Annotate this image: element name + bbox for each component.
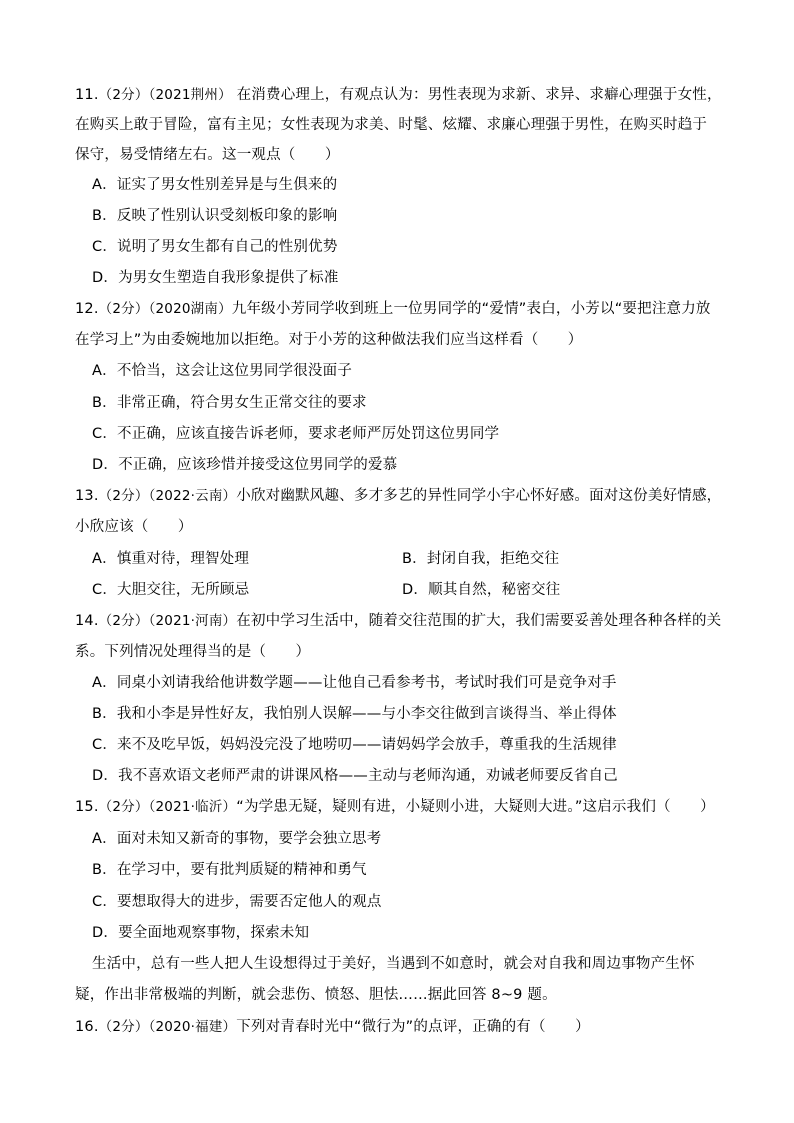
question-15-option-c: C．要想取得大的进步，需要否定他人的观点 xyxy=(92,894,382,910)
question-stem: 下列对青春时光中“微行为”的点评，正确的有（ ） xyxy=(236,1019,590,1035)
question-11-option-a: A．证实了男女性别差异是与生俱来的 xyxy=(92,177,338,193)
question-number: 12. xyxy=(75,301,99,317)
question-source: （2020湖南） xyxy=(148,301,232,317)
question-stem: “为学患无疑，疑则有进，小疑则小进，大疑则大进。”这启示我们（ ） xyxy=(236,799,715,815)
question-12-option-d: D．不正确，应该珍惜并接受这位男同学的爱慕 xyxy=(92,457,398,473)
question-score: （2分） xyxy=(98,799,149,815)
question-number: 13. xyxy=(75,488,99,504)
question-source: （2022·云南） xyxy=(148,488,237,504)
question-number: 11. xyxy=(75,87,99,103)
question-13-option-b: B．封闭自我，拒绝交往 xyxy=(402,551,560,567)
question-14-line-2: 系。下列情况处理得当的是（ ） xyxy=(75,644,311,660)
question-15-option-d: D．要全面地观察事物，探索未知 xyxy=(92,925,310,941)
question-stem: 小欣对幽默风趣、多才多艺的异性同学小宇心怀好感。面对这份美好情感， xyxy=(236,488,722,504)
question-source: （2021荆州） xyxy=(148,87,232,103)
question-number: 16. xyxy=(75,1019,99,1035)
question-15-option-a: A．面对未知又新奇的事物，要学会独立思考 xyxy=(92,831,382,847)
question-12-option-b: B．非常正确，符合男女生正常交往的要求 xyxy=(92,395,367,411)
question-13-line-1 xyxy=(75,486,721,506)
question-12-line-1 xyxy=(75,299,711,319)
question-13-line-2: 小欣应该（ ） xyxy=(75,519,193,535)
question-15-option-b: B．在学习中，要有批判质疑的精神和勇气 xyxy=(92,862,367,878)
question-score: （2分） xyxy=(98,301,149,317)
question-score: （2分） xyxy=(98,1019,149,1035)
question-11-option-b: B．反映了性别认识受刻板印象的影响 xyxy=(92,208,338,224)
question-stem: 九年级小芳同学收到班上一位男同学的“爱情”表白，小芳以“要把注意力放 xyxy=(231,301,711,317)
question-stem: 在初中学习生活中，随着交往范围的扩大，我们需要妥善处理各种各样的关 xyxy=(236,613,722,629)
question-12-option-c: C．不正确，应该直接告诉老师，要求老师严厉处罚这位男同学 xyxy=(92,426,500,442)
question-11-line-2: 在购买上敢于冒险，富有主见；女性表现为求美、时髦、炫耀、求廉心理强于男性，在购买时趋于 xyxy=(75,117,708,133)
question-11-line-1 xyxy=(75,85,722,105)
question-16-line-1 xyxy=(75,1017,590,1037)
question-11-option-d: D．为男女生塑造自我形象提供了标准 xyxy=(92,270,339,286)
question-11-option-c: C．说明了男女生都有自己的性别优势 xyxy=(92,239,338,255)
question-source: （2021·临沂） xyxy=(148,799,237,815)
question-source: （2021·河南） xyxy=(148,613,237,629)
question-number: 14. xyxy=(75,613,99,629)
question-11-line-3: 保守，易受情绪左右。这一观点（ ） xyxy=(75,147,340,163)
question-source: （2020·福建） xyxy=(148,1019,237,1035)
question-14-option-a: A．同桌小刘请我给他讲数学题——让他自己看参考书，考试时我们可是竞争对手 xyxy=(92,675,617,691)
question-15-line-1 xyxy=(75,797,715,817)
question-score: （2分） xyxy=(98,488,149,504)
question-14-line-1 xyxy=(75,611,721,631)
question-12-option-a: A．不恰当，这会让这位男同学很没面子 xyxy=(92,363,353,379)
question-12-line-2: 在学习上”为由委婉地加以拒绝。对于小芳的这种做法我们应当这样看（ ） xyxy=(75,332,583,348)
question-score: （2分） xyxy=(98,87,149,103)
question-stem: 在消费心理上，有观点认为：男性表现为求新、求异、求癖心理强于女性， xyxy=(236,87,722,103)
question-13-option-d: D．顺其自然，秘密交往 xyxy=(402,582,561,598)
passage-line-2: 疑，作出非常极端的判断，就会悲伤、愤怒、胆怯……据此回答 8~9 题。 xyxy=(75,987,557,1003)
question-number: 15. xyxy=(75,799,99,815)
question-13-option-c: C．大胆交往，无所顾忌 xyxy=(92,582,250,598)
passage-line-1: 生活中，总有一些人把人生设想得过于美好，当遇到不如意时，就会对自我和周边事物产生怀 xyxy=(92,956,695,972)
question-14-option-d: D．我不喜欢语文老师严肃的讲课风格——主动与老师沟通，劝诫老师要反省自己 xyxy=(92,768,618,784)
question-score: （2分） xyxy=(98,613,149,629)
question-14-option-c: C．来不及吃早饭，妈妈没完没了地唠叨——请妈妈学会放手，尊重我的生活规律 xyxy=(92,737,617,753)
question-13-option-a: A．慎重对待，理智处理 xyxy=(92,551,250,567)
question-14-option-b: B．我和小李是异性好友，我怕别人误解——与小李交往做到言谈得当、举止得体 xyxy=(92,706,617,722)
